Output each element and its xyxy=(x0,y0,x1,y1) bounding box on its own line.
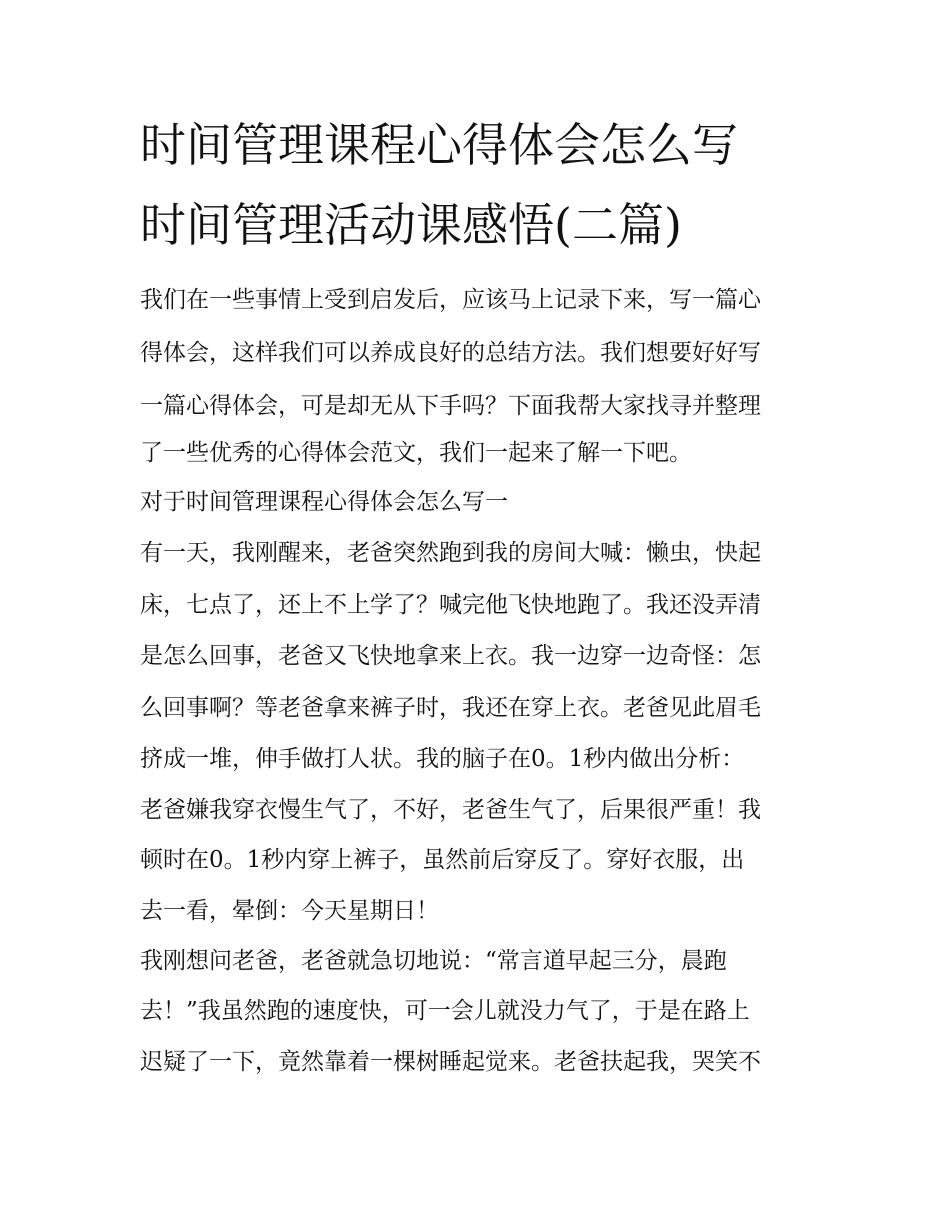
body-line: 得体会，这样我们可以养成良好的总结方法。我们想要好好写 xyxy=(140,340,761,366)
body-line: 是怎么回事，老爸又飞快地拿来上衣。我一边穿一边奇怪：怎 xyxy=(140,643,761,669)
body-line: 我们在一些事情上受到启发后，应该马上记录下来，写一篇心 xyxy=(140,287,761,313)
body-line: 一篇心得体会，可是却无从下手吗？下面我帮大家找寻并整理 xyxy=(140,393,761,419)
body-line: 老爸嫌我穿衣慢生气了，不好，老爸生气了，后果很严重！我 xyxy=(140,797,761,823)
body-line: 去一看，晕倒：今天星期日！ xyxy=(140,898,439,924)
document-title-line-1: 时间管理课程心得体会怎么写 xyxy=(140,118,738,172)
body-line: 我刚想问老爸，老爸就急切地说：“常言道早起三分，晨跑 xyxy=(140,948,727,974)
body-line: 了一些优秀的心得体会范文，我们一起来了解一下吧。 xyxy=(140,440,692,466)
body-line: 有一天，我刚醒来，老爸突然跑到我的房间大喊：懒虫，快起 xyxy=(140,540,761,566)
body-line: 迟疑了一下，竟然靠着一棵树睡起觉来。老爸扶起我，哭笑不 xyxy=(140,1049,761,1075)
body-line: 顿时在0。1秒内穿上裤子，虽然前后穿反了。穿好衣服，出 xyxy=(140,847,745,873)
body-line: 床，七点了，还上不上学了？喊完他飞快地跑了。我还没弄清 xyxy=(140,592,761,618)
body-line: 么回事啊？等老爸拿来裤子时，我还在穿上衣。老爸见此眉毛 xyxy=(140,695,761,721)
document-title-line-2: 时间管理活动课感悟(二篇) xyxy=(140,198,682,252)
body-line: 去！”我虽然跑的速度快，可一会儿就没力气了，于是在路上 xyxy=(140,998,750,1024)
section-heading: 对于时间管理课程心得体会怎么写一 xyxy=(140,489,508,515)
body-line: 挤成一堆，伸手做打人状。我的脑子在0。1秒内做出分析： xyxy=(140,746,745,772)
